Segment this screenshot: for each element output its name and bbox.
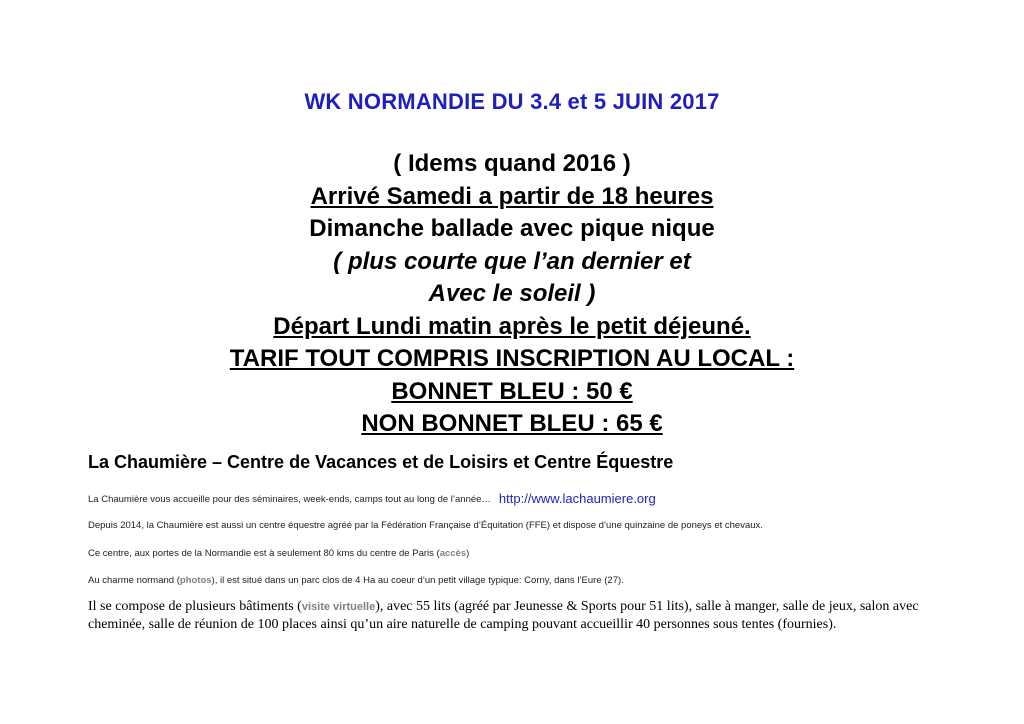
compose-text: Il se compose de plusieurs bâtiments ( bbox=[88, 599, 302, 614]
departure-line: Départ Lundi matin après le petit déjeuné. bbox=[273, 312, 751, 340]
venue-compose bbox=[88, 598, 948, 633]
venue-equestre: Depuis 2014, la Chaumière est aussi un centre équestre agréé par la Fédération Française d’Équitation (FFE) et dispose d’une quinzaine de poneys et chevaux. bbox=[88, 520, 763, 531]
venue-heading: La Chaumière – Centre de Vacances et de Loisirs et Centre Équestre bbox=[88, 452, 674, 472]
shorter-line: ( plus courte que l’an dernier et bbox=[333, 247, 691, 275]
arrival-line: Arrivé Samedi a partir de 18 heures bbox=[310, 182, 714, 210]
sunday-line: Dimanche ballade avec pique nique bbox=[309, 215, 715, 242]
document-title: WK NORMANDIE DU 3.4 et 5 JUIN 2017 bbox=[304, 89, 720, 114]
venue-intro-text: La Chaumière vous accueille pour des séminaires, week-ends, camps tout au long de l’année… bbox=[88, 494, 491, 505]
location-text: Ce centre, aux portes de la Normandie est à seulement 80 kms du centre de Paris ( bbox=[88, 548, 440, 559]
bonnet-bleu-price: BONNET BLEU : 50 € bbox=[391, 377, 633, 405]
tariff-line: TARIF TOUT COMPRIS INSCRIPTION AU LOCAL : bbox=[229, 345, 795, 372]
event-details bbox=[0, 148, 1024, 441]
charme-suffix: ), il est situé dans un parc clos de 4 Ha au coeur d’un petit village typique: Corny, dans l’Eure (27). bbox=[211, 575, 624, 586]
location-suffix: ) bbox=[466, 548, 470, 559]
access-link[interactable]: accès bbox=[439, 548, 467, 559]
virtual-visit-link[interactable]: visite virtuelle bbox=[301, 601, 376, 613]
venue-intro bbox=[88, 491, 656, 506]
sun-line: Avec le soleil ) bbox=[428, 280, 596, 307]
photos-link[interactable]: photos bbox=[179, 575, 212, 586]
non-bonnet-bleu-price: NON BONNET BLEU : 65 € bbox=[361, 410, 663, 437]
compose-suffix: ), avec 55 lits (agréé par Jeunesse & Sports pour 51 lits), salle à manger, salle de jeux, salon avec cheminée, salle de réunion de 100 places ainsi qu’un aire naturelle de camping pouvant accueillir 40 personnes sous tentes (fournies). bbox=[88, 599, 919, 632]
idems-line: ( Idems quand 2016 ) bbox=[393, 150, 631, 177]
venue-charme bbox=[88, 575, 624, 586]
charme-text: Au charme normand ( bbox=[88, 575, 180, 586]
website-link[interactable]: http://www.lachaumiere.org bbox=[498, 491, 656, 506]
venue-location bbox=[88, 548, 469, 559]
